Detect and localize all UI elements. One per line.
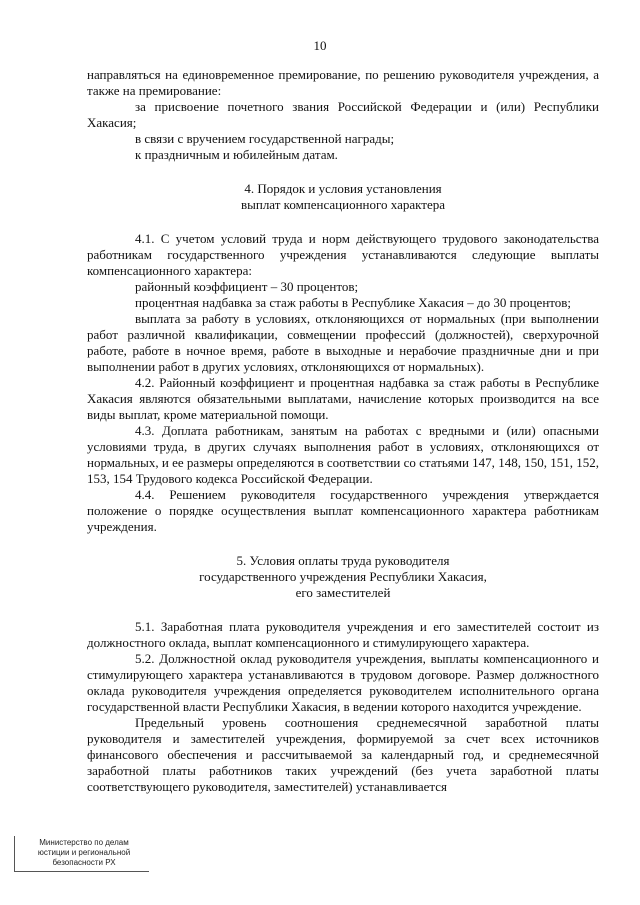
section4-title-line1: 4. Порядок и условия установления (244, 181, 442, 196)
section4-paragraph-4-4: 4.4. Решением руководителя государственного учреждения утверждается положение о порядке осуществления выплат компенсационного характера работникам учреждения. (87, 487, 599, 534)
section4-paragraph-4-1: 4.1. С учетом условий труда и норм действующего трудового законодательства работникам государственного учреждения устанавливаются следующие выплаты компенсационного характера: (87, 231, 599, 278)
section4-paragraph-4-2: 4.2. Районный коэффициент и процентная надбавка за стаж работы в Республике Хакасия являются обязательными выплатами, начисление которых производится на все виды выплат, кроме материальной помощи. (87, 375, 599, 422)
ministry-stamp (14, 836, 149, 872)
section5-title-line2: государственного учреждения Республики Хакасия, (199, 569, 487, 584)
intro-paragraph: направляться на единовременное премирование, по решению руководителя учреждения, а также на премирование: (87, 67, 599, 98)
section4-item-coefficient: районный коэффициент – 30 процентов; (135, 279, 359, 294)
section4-title-line2: выплат компенсационного характера (240, 197, 446, 212)
stamp-line: юстиции и региональной (37, 848, 131, 857)
stamp-line: безопасности РХ (52, 858, 116, 867)
section5-title-line1: 5. Условия оплаты труда руководителя (236, 553, 450, 568)
section4-item-conditions: выплата за работу в условиях, отклоняющихся от нормальных (при выполнении работ различной квалификации, совмещении профессий (должностей), сверхурочной работе, работе в ночное время, работе в выходные и нерабочие праздничные дни и при выполнении работ в других условиях, отклоняющихся от нормальных). (87, 311, 599, 374)
section5-paragraph-limit: Предельный уровень соотношения среднемесячной заработной платы руководителя и заместителей учреждения, формируемой за счет всех источников финансового обеспечения и рассчитываемой за календарный год, и среднемесячной заработной платы работников таких учреждений (без учета заработной платы соответствующего руководителя, заместителей) устанавливается (87, 715, 599, 794)
intro-item-title: за присвоение почетного звания Российской Федерации и (или) Республики Хакасия; (87, 99, 599, 130)
section5-title-line3: его заместителей (295, 585, 391, 600)
intro-item-holidays: к праздничным и юбилейным датам. (135, 147, 338, 162)
section5-paragraph-5-2: 5.2. Должностной оклад руководителя учреждения, выплаты компенсационного и стимулирующего характера устанавливаются в трудовом договоре. Размер должностного оклада руководителя учреждения определяется руководителем исполнительного органа государственной власти Республики Хакасия, в ведении которого находится учреждение. (87, 651, 599, 714)
document-body (87, 67, 599, 795)
section4-paragraph-4-3: 4.3. Доплата работникам, занятым на работах с вредными и (или) опасными условиями труда, в других случаях выполнения работ в условиях, отклоняющихся от нормальных, и ее размеры определяются в соответствии со статьями 147, 148, 150, 151, 152, 153, 154 Трудового кодекса Российской Федерации. (87, 423, 599, 486)
stamp-line: Министерство по делам (39, 838, 129, 847)
section5-paragraph-5-1: 5.1. Заработная плата руководителя учреждения и его заместителей состоит из должностного оклада, выплат компенсационного и стимулирующего характера. (87, 619, 599, 650)
section4-item-allowance: процентная надбавка за стаж работы в Республике Хакасия – до 30 процентов; (135, 295, 572, 310)
page-number: 10 (313, 38, 327, 53)
intro-item-award: в связи с вручением государственной награды; (135, 131, 395, 146)
